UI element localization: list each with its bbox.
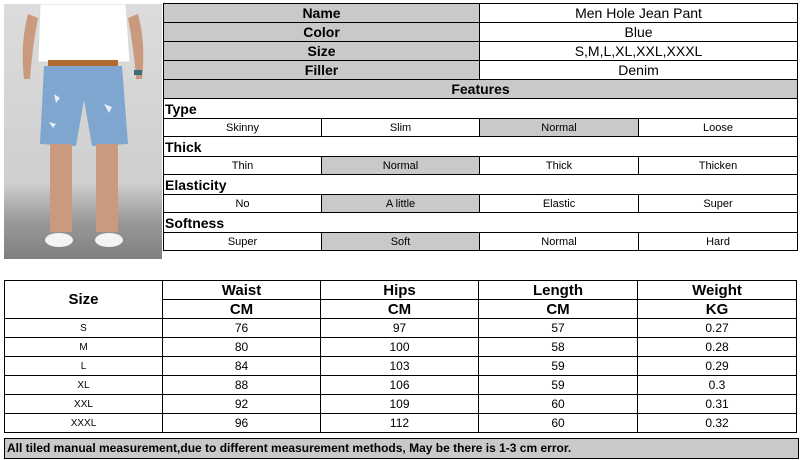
measure-cell: 0.29	[638, 357, 797, 376]
spec-label: Size	[164, 42, 480, 61]
feature-options-row	[164, 119, 798, 137]
measure-column-header: Length	[479, 281, 638, 300]
features-header: Features	[164, 80, 798, 99]
feature-option: Thicken	[639, 157, 798, 175]
spec-value: Blue	[480, 23, 798, 42]
feature-option: Skinny	[164, 119, 322, 137]
size-row	[5, 414, 797, 433]
size-table	[4, 280, 797, 433]
measure-cell: 106	[321, 376, 479, 395]
spec-value: Denim	[480, 61, 798, 80]
spec-value: Men Hole Jean Pant	[480, 4, 798, 23]
spec-table	[163, 3, 798, 251]
size-cell: S	[5, 319, 163, 338]
unit-header: CM	[479, 300, 638, 319]
measure-cell: 0.32	[638, 414, 797, 433]
size-row	[5, 319, 797, 338]
measure-cell: 112	[321, 414, 479, 433]
feature-option: Thin	[164, 157, 322, 175]
size-row	[5, 357, 797, 376]
feature-option: Thick	[480, 157, 639, 175]
feature-options-row	[164, 195, 798, 213]
spec-label: Name	[164, 4, 480, 23]
feature-group-title-row	[164, 137, 798, 157]
spec-label: Filler	[164, 61, 480, 80]
feature-option: Super	[639, 195, 798, 213]
feature-option: No	[164, 195, 322, 213]
measure-cell: 97	[321, 319, 479, 338]
feature-group-title-row	[164, 213, 798, 233]
unit-header: CM	[163, 300, 321, 319]
feature-option: Soft	[322, 233, 480, 251]
measure-cell: 76	[163, 319, 321, 338]
unit-header: KG	[638, 300, 797, 319]
size-row	[5, 338, 797, 357]
feature-group-title: Type	[164, 99, 798, 119]
measure-cell: 88	[163, 376, 321, 395]
measure-column-header: Waist	[163, 281, 321, 300]
measurement-note: All tiled manual measurement,due to different measurement methods, May be there is 1-3 cm error.	[4, 438, 799, 459]
measure-cell: 0.3	[638, 376, 797, 395]
size-cell: L	[5, 357, 163, 376]
size-row	[5, 376, 797, 395]
feature-option: Loose	[639, 119, 798, 137]
feature-options-row	[164, 233, 798, 251]
measure-cell: 59	[479, 357, 638, 376]
spec-row	[164, 42, 798, 61]
measure-column-header: Weight	[638, 281, 797, 300]
measure-cell: 0.31	[638, 395, 797, 414]
measure-cell: 57	[479, 319, 638, 338]
feature-option: Super	[164, 233, 322, 251]
measure-cell: 96	[163, 414, 321, 433]
measure-cell: 60	[479, 395, 638, 414]
measure-cell: 58	[479, 338, 638, 357]
measure-cell: 84	[163, 357, 321, 376]
size-cell: XL	[5, 376, 163, 395]
measure-cell: 92	[163, 395, 321, 414]
feature-group-title-row	[164, 99, 798, 119]
spec-value: S,M,L,XL,XXL,XXXL	[480, 42, 798, 61]
feature-option: Normal	[322, 157, 480, 175]
feature-group-title-row	[164, 175, 798, 195]
size-cell: XXXL	[5, 414, 163, 433]
feature-option: Normal	[480, 233, 639, 251]
size-cell: M	[5, 338, 163, 357]
measure-cell: 59	[479, 376, 638, 395]
measure-column-header: Hips	[321, 281, 479, 300]
feature-option: Normal	[480, 119, 639, 137]
size-cell: XXL	[5, 395, 163, 414]
feature-option: A little	[322, 195, 480, 213]
feature-option: Slim	[322, 119, 480, 137]
size-row	[5, 395, 797, 414]
feature-group-title: Thick	[164, 137, 798, 157]
spec-row	[164, 4, 798, 23]
measure-cell: 80	[163, 338, 321, 357]
features-row	[164, 80, 798, 99]
spec-row	[164, 61, 798, 80]
size-column-header: Size	[5, 281, 163, 319]
feature-group-title: Softness	[164, 213, 798, 233]
product-photo	[4, 4, 162, 259]
measure-cell: 109	[321, 395, 479, 414]
feature-option: Elastic	[480, 195, 639, 213]
measure-cell: 0.27	[638, 319, 797, 338]
size-header-row	[5, 281, 797, 300]
measure-cell: 100	[321, 338, 479, 357]
feature-option: Hard	[639, 233, 798, 251]
measure-cell: 0.28	[638, 338, 797, 357]
model-illustration	[4, 4, 162, 259]
feature-group-title: Elasticity	[164, 175, 798, 195]
spec-row	[164, 23, 798, 42]
spec-label: Color	[164, 23, 480, 42]
feature-options-row	[164, 157, 798, 175]
measure-cell: 60	[479, 414, 638, 433]
measure-cell: 103	[321, 357, 479, 376]
unit-header: CM	[321, 300, 479, 319]
